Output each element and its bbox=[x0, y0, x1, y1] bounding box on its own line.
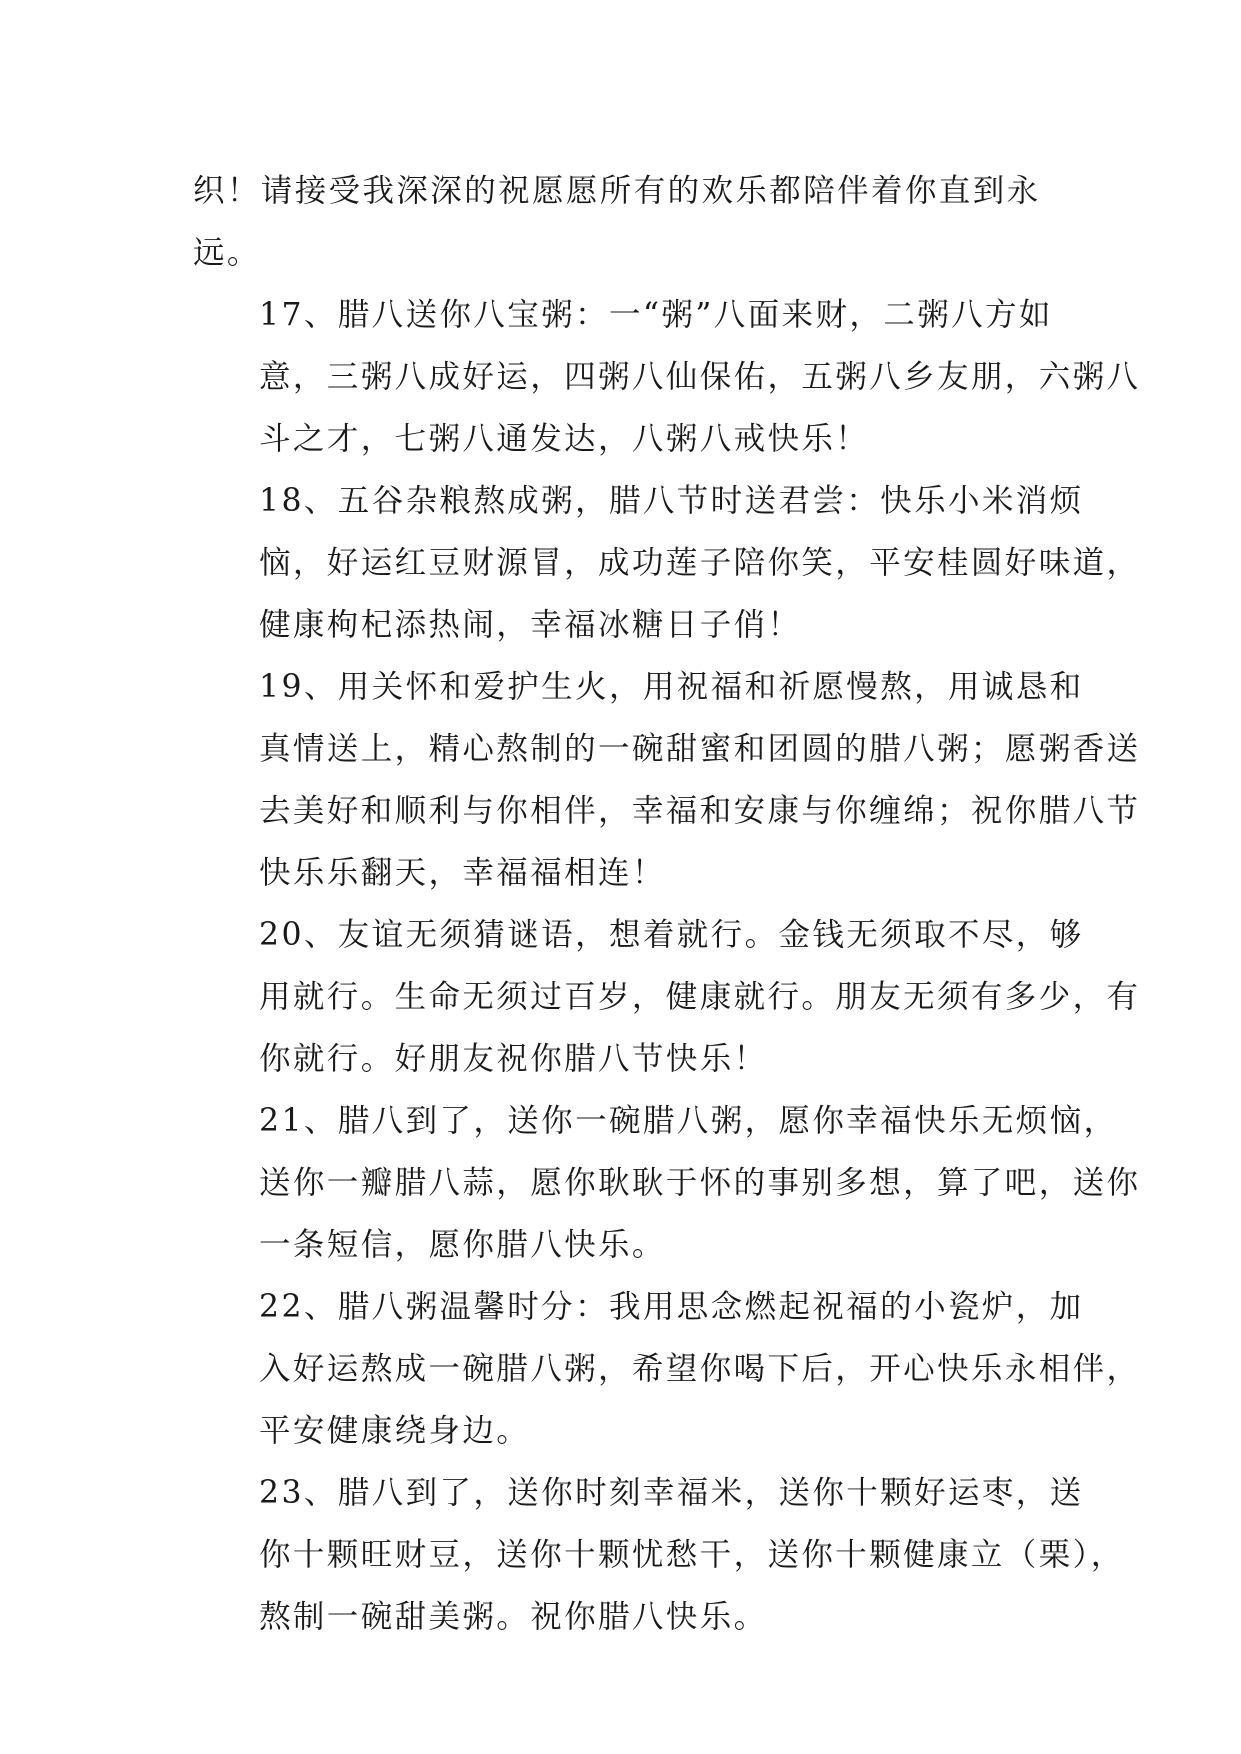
paragraph-item-17 bbox=[193, 284, 1141, 470]
paragraph-item-20 bbox=[193, 904, 1141, 1090]
text-line: 21、腊八到了，送你一碗腊八粥，愿你幸福快乐无烦恼， bbox=[259, 1103, 1118, 1139]
text-line: 恼，好运红豆财源冒，成功莲子陪你笑，平安桂圆好味道， bbox=[259, 545, 1141, 581]
text-line: 斗之才，七粥八通发达，八粥八戒快乐！ bbox=[259, 421, 870, 457]
paragraph-item-22 bbox=[193, 1276, 1141, 1462]
text-line: 22、腊八粥温馨时分：我用思念燃起祝福的小瓷炉，加 bbox=[259, 1289, 1084, 1325]
text-line: 熬制一碗甜美粥。祝你腊八快乐。 bbox=[259, 1599, 768, 1635]
text-line: 织！请接受我深深的祝愿愿所有的欢乐都陪伴着你直到永 bbox=[193, 173, 1041, 209]
paragraph-continuation bbox=[193, 160, 1055, 284]
paragraph-item-18 bbox=[193, 470, 1141, 656]
text-line: 17、腊八送你八宝粥：一“粥”八面来财，二粥八方如 bbox=[259, 297, 1053, 333]
text-line: 一条短信，愿你腊八快乐。 bbox=[259, 1227, 666, 1263]
text-line: 23、腊八到了，送你时刻幸福米，送你十颗好运枣，送 bbox=[259, 1475, 1084, 1511]
text-line: 20、友谊无须猜谜语，想着就行。金钱无须取不尽，够 bbox=[259, 917, 1084, 953]
text-line: 18、五谷杂粮熬成粥，腊八节时送君尝：快乐小米消烦 bbox=[259, 483, 1084, 519]
paragraph-item-23 bbox=[193, 1462, 1125, 1648]
text-line: 去美好和顺利与你相伴，幸福和安康与你缠绵；祝你腊八节 bbox=[259, 793, 1141, 829]
text-line: 平安健康绕身边。 bbox=[259, 1413, 531, 1449]
text-line: 你就行。好朋友祝你腊八节快乐！ bbox=[259, 1041, 768, 1077]
text-line: 入好运熬成一碗腊八粥，希望你喝下后，开心快乐永相伴， bbox=[259, 1351, 1141, 1387]
paragraph-item-21 bbox=[193, 1090, 1141, 1276]
text-line: 健康枸杞添热闹，幸福冰糖日子俏！ bbox=[259, 607, 802, 643]
text-line: 快乐乐翻天，幸福福相连！ bbox=[259, 855, 666, 891]
text-line: 19、用关怀和爱护生火，用祝福和祈愿慢熬，用诚恳和 bbox=[259, 669, 1084, 705]
text-line: 送你一瓣腊八蒜，愿你耿耿于怀的事别多想，算了吧，送你 bbox=[259, 1165, 1141, 1201]
text-line: 真情送上，精心熬制的一碗甜蜜和团圆的腊八粥；愿粥香送 bbox=[259, 731, 1141, 767]
document-page bbox=[193, 160, 1141, 1648]
text-line: 意，三粥八成好运，四粥八仙保佑，五粥八乡友朋，六粥八 bbox=[259, 359, 1141, 395]
paragraph-item-19 bbox=[193, 656, 1141, 904]
text-line: 你十颗旺财豆，送你十颗忧愁干，送你十颗健康立（栗）， bbox=[259, 1537, 1125, 1573]
text-line: 远。 bbox=[193, 235, 261, 271]
text-line: 用就行。生命无须过百岁，健康就行。朋友无须有多少，有 bbox=[259, 979, 1141, 1015]
